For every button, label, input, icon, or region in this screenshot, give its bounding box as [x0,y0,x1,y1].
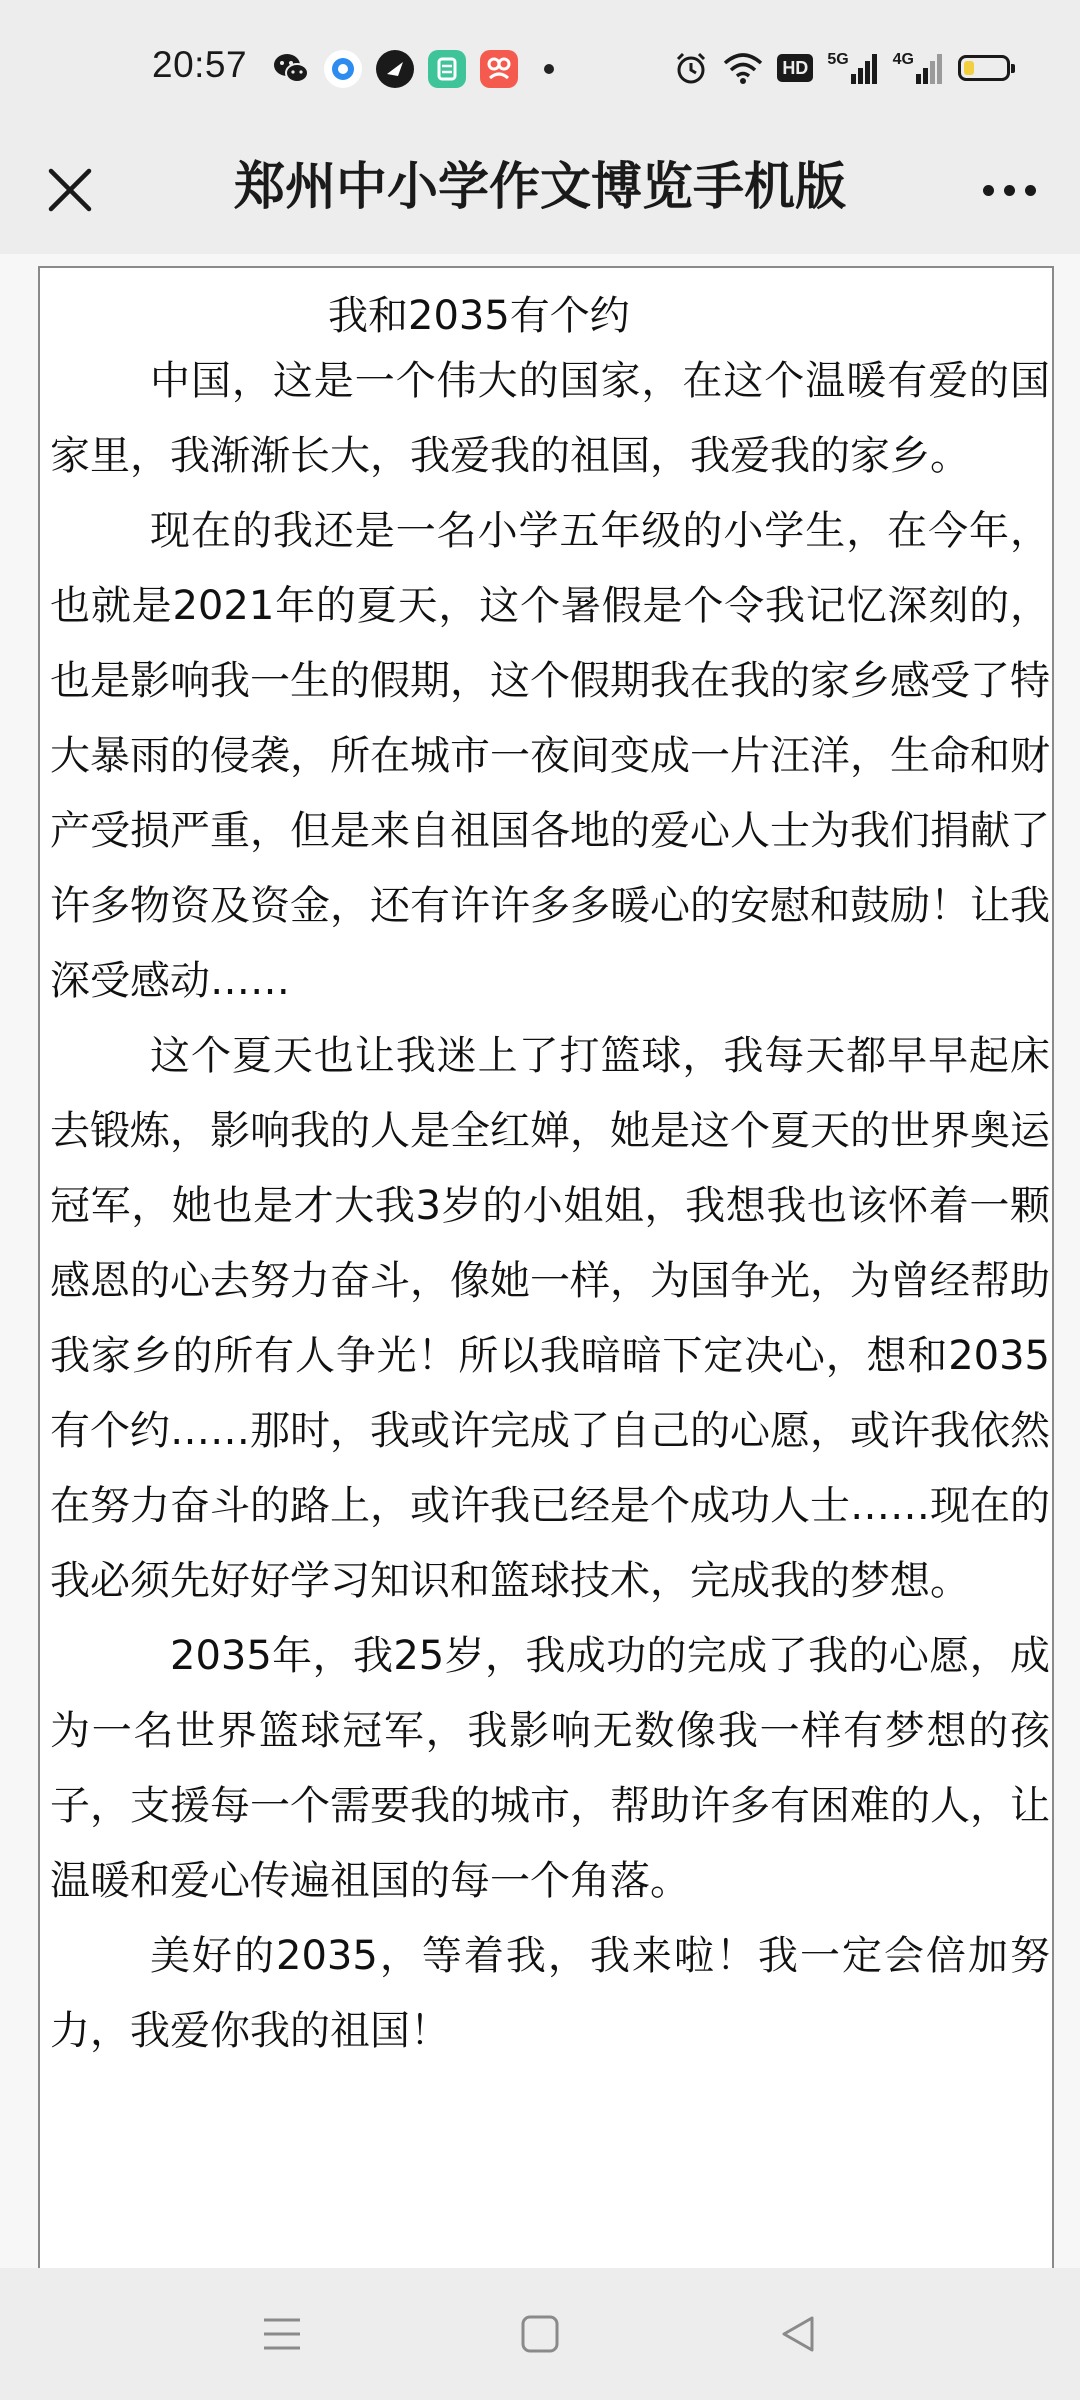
title-bar [0,124,1080,254]
article-paragraph: 现在的我还是一名小学五年级的小学生，在今年，也就是2021年的夏天，这个暑假是个令我记忆深刻的，也是影响我一生的假期，这个假期我在我的家乡感受了特大暴雨的侵袭，所在城市一夜间变成一片汪洋，生命和财产受损严重，但是来自祖国各地的爱心人士为我们捐献了许多物资及资金，还有许许多多暖心的安慰和鼓励！让我深受感动…… [50,508,1050,1004]
menu-icon [262,2316,302,2352]
signal-5g-icon [827,50,878,86]
wifi-icon [723,50,763,86]
signal-4g-icon [893,50,944,86]
back-button[interactable] [766,2302,830,2366]
article-paragraph: 中国，这是一个伟大的国家，在这个温暖有爱的国家里，我渐渐长大，我爱我的祖国，我爱我的家乡。 [50,358,1050,479]
more-button[interactable] [964,150,1054,230]
article-body [50,344,1050,2069]
article-paragraph: 这个夏天也让我迷上了打篮球，我每天都早早起床去锻炼，影响我的人是全红婵，她是这个夏天的世界奥运冠军，她也是才大我3岁的小姐姐，我想我也该怀着一颗感恩的心去努力奋斗，像她一样，为国争光，为曾经帮助我家乡的所有人争光！所以我暗暗下定决心，想和2035有个约……那时，我或许完成了自己的心愿，或许我依然在努力奋斗的路上，或许我已经是个成功人士……现在的我必须先好好学习知识和篮球技术，完成我的梦想。 [50,1033,1050,1604]
battery-icon [958,50,1010,86]
close-icon [47,167,93,213]
wechat-icon [272,50,310,88]
system-icons [673,48,1010,88]
more-icon-dot [983,185,994,196]
orange-app-icon [480,50,518,88]
net1-label: 5G [827,51,849,68]
article-paragraph: 2035年，我25岁，我成功的完成了我的心愿，成为一名世界篮球冠军，我影响无数像我一样有梦想的孩子，支援每一个需要我的城市，帮助许多有困难的人，让温暖和爱心传遍祖国的每一个角落。 [50,1633,1050,1904]
article-title: 我和2035有个约 [328,293,630,339]
hd-icon [777,50,813,86]
home-icon [520,2314,560,2354]
battery-fill [964,61,974,75]
content-area[interactable] [0,254,1080,2268]
more-notifications-dot [544,64,554,74]
close-button[interactable] [30,150,110,230]
feather-app-icon [376,50,414,88]
more-icon-dot [1025,185,1036,196]
status-bar [0,0,1080,124]
menu-button[interactable] [250,2302,314,2366]
net2-label: 4G [892,51,914,68]
alarm-icon [673,50,709,86]
notification-icons [272,50,554,88]
browser-icon [324,50,362,88]
battery-outline [958,55,1010,81]
hd-label: HD [777,54,813,82]
article-paragraph: 美好的2035，等着我，我来啦！我一定会倍加努力，我爱你我的祖国！ [50,1933,1050,2054]
article-box [38,266,1054,2306]
green-app-icon [428,50,466,88]
page-title: 郑州中小学作文博览手机版 [233,158,846,217]
more-icon-dot [1004,185,1015,196]
back-icon [778,2314,818,2354]
status-time: 20:57 [152,44,248,85]
navigation-bar [0,2268,1080,2400]
home-button[interactable] [508,2302,572,2366]
